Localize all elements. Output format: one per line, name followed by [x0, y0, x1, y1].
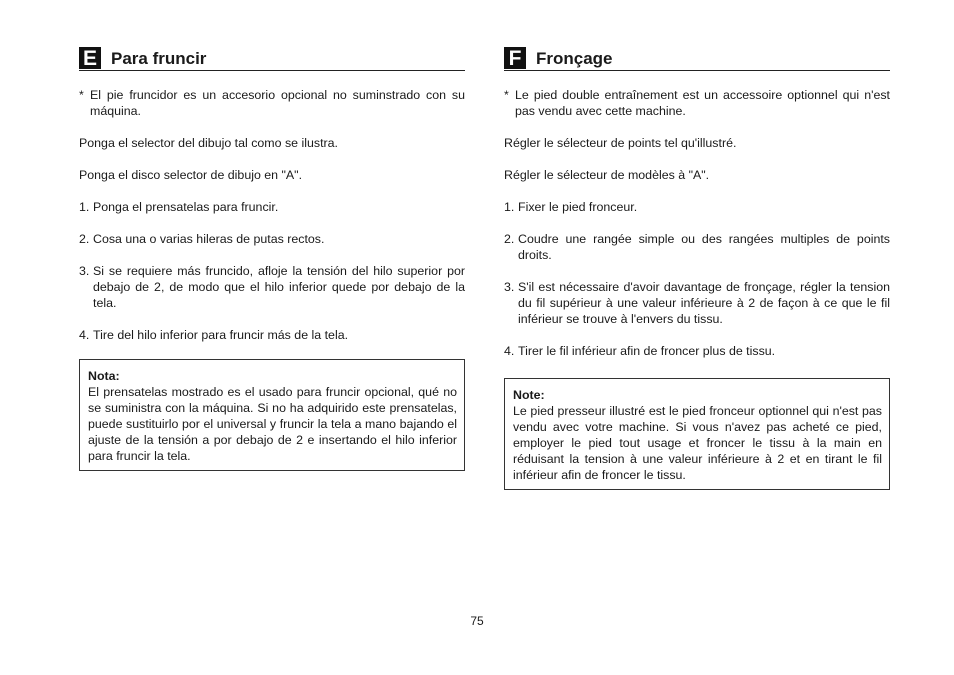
step-item: [504, 199, 890, 215]
step-number: 4.: [504, 344, 515, 358]
footnote-text: El pie fruncidor es un accesorio opcional no suminstrado con su máquina.: [90, 88, 465, 118]
spanish-section: [79, 46, 465, 471]
step-number: 1.: [504, 200, 515, 214]
note-title: Note:: [513, 388, 545, 402]
step-number: 2.: [79, 232, 90, 246]
asterisk-marker: *: [504, 88, 509, 102]
asterisk-marker: *: [79, 88, 84, 102]
section-heading-f: [504, 46, 890, 71]
section-body: [504, 87, 890, 490]
step-text: Ponga el prensatelas para fruncir.: [93, 200, 279, 214]
note-text: El prensatelas mostrado es el usado para fruncir opcional, qué no se suministra con la máquina. Si no ha adquirido este prensatelas, puede sustituirlo por el universal y fruncir la tela a mano bajando el ajuste de la tensión a por debajo de 2 e insertando el hilo inferior para fruncir la tela.: [88, 385, 457, 463]
step-text: S'il est nécessaire d'avoir davantage de fronçage, régler la tension du fil supérieur à une valeur inférieure à 2 de façon à ce que le fil inférieur se trouve à l'envers du tissu.: [518, 280, 890, 326]
note-title: Nota:: [88, 369, 120, 383]
step-item: [504, 279, 890, 327]
french-section: [504, 46, 890, 490]
step-item: [504, 231, 890, 263]
step-number: 3.: [504, 280, 515, 294]
note-box: [79, 359, 465, 471]
section-title: Para fruncir: [111, 48, 207, 68]
step-number: 4.: [79, 328, 90, 342]
step-text: Coudre une rangée simple ou des rangées multiples de points droits.: [518, 232, 890, 262]
section-title: Fronçage: [536, 48, 613, 68]
step-number: 3.: [79, 264, 90, 278]
instruction-paragraph: Régler le sélecteur de points tel qu'illustré.: [504, 136, 737, 150]
section-body: [79, 87, 465, 471]
step-item: [79, 263, 465, 311]
step-text: Tirer le fil inférieur afin de froncer plus de tissu.: [518, 344, 776, 358]
step-text: Fixer le pied fronceur.: [518, 200, 638, 214]
section-heading-e: [79, 46, 465, 71]
step-number: 1.: [79, 200, 90, 214]
step-number: 2.: [504, 232, 515, 246]
note-box: [504, 378, 890, 490]
step-text: Tire del hilo inferior para fruncir más de la tela.: [93, 328, 349, 342]
footnote: [79, 87, 465, 119]
language-badge-f: F: [504, 47, 526, 69]
step-item: [79, 327, 465, 343]
footnote: [504, 87, 890, 119]
instruction-paragraph: Ponga el selector del dibujo tal como se ilustra.: [79, 136, 338, 150]
footnote-text: Le pied double entraînement est un accessoire optionnel qui n'est pas vendu avec cette machine.: [515, 88, 890, 118]
step-item: [79, 199, 465, 215]
step-text: Cosa una o varias hileras de putas rectos.: [93, 232, 325, 246]
language-badge-e: E: [79, 47, 101, 69]
note-text: Le pied presseur illustré est le pied fronceur optionnel qui n'est pas vendu avec votre machine. Si vous n'avez pas acheté ce pied, employer le pied tout usage et froncer le tissu à la main en réduisant la tension à une valeur inférieure à 2 et en tirant le fil inférieur afin de froncer le tissu.: [513, 404, 882, 482]
instruction-paragraph: Ponga el disco selector de dibujo en "A".: [79, 168, 303, 182]
step-item: [504, 343, 890, 359]
step-text: Si se requiere más fruncido, afloje la tensión del hilo superior por debajo de 2, de modo que el hilo inferior quede por debajo de la tela.: [93, 264, 465, 310]
instruction-paragraph: Régler le sélecteur de modèles à "A".: [504, 168, 710, 182]
step-item: [79, 231, 465, 247]
page-number: 75: [470, 614, 484, 628]
